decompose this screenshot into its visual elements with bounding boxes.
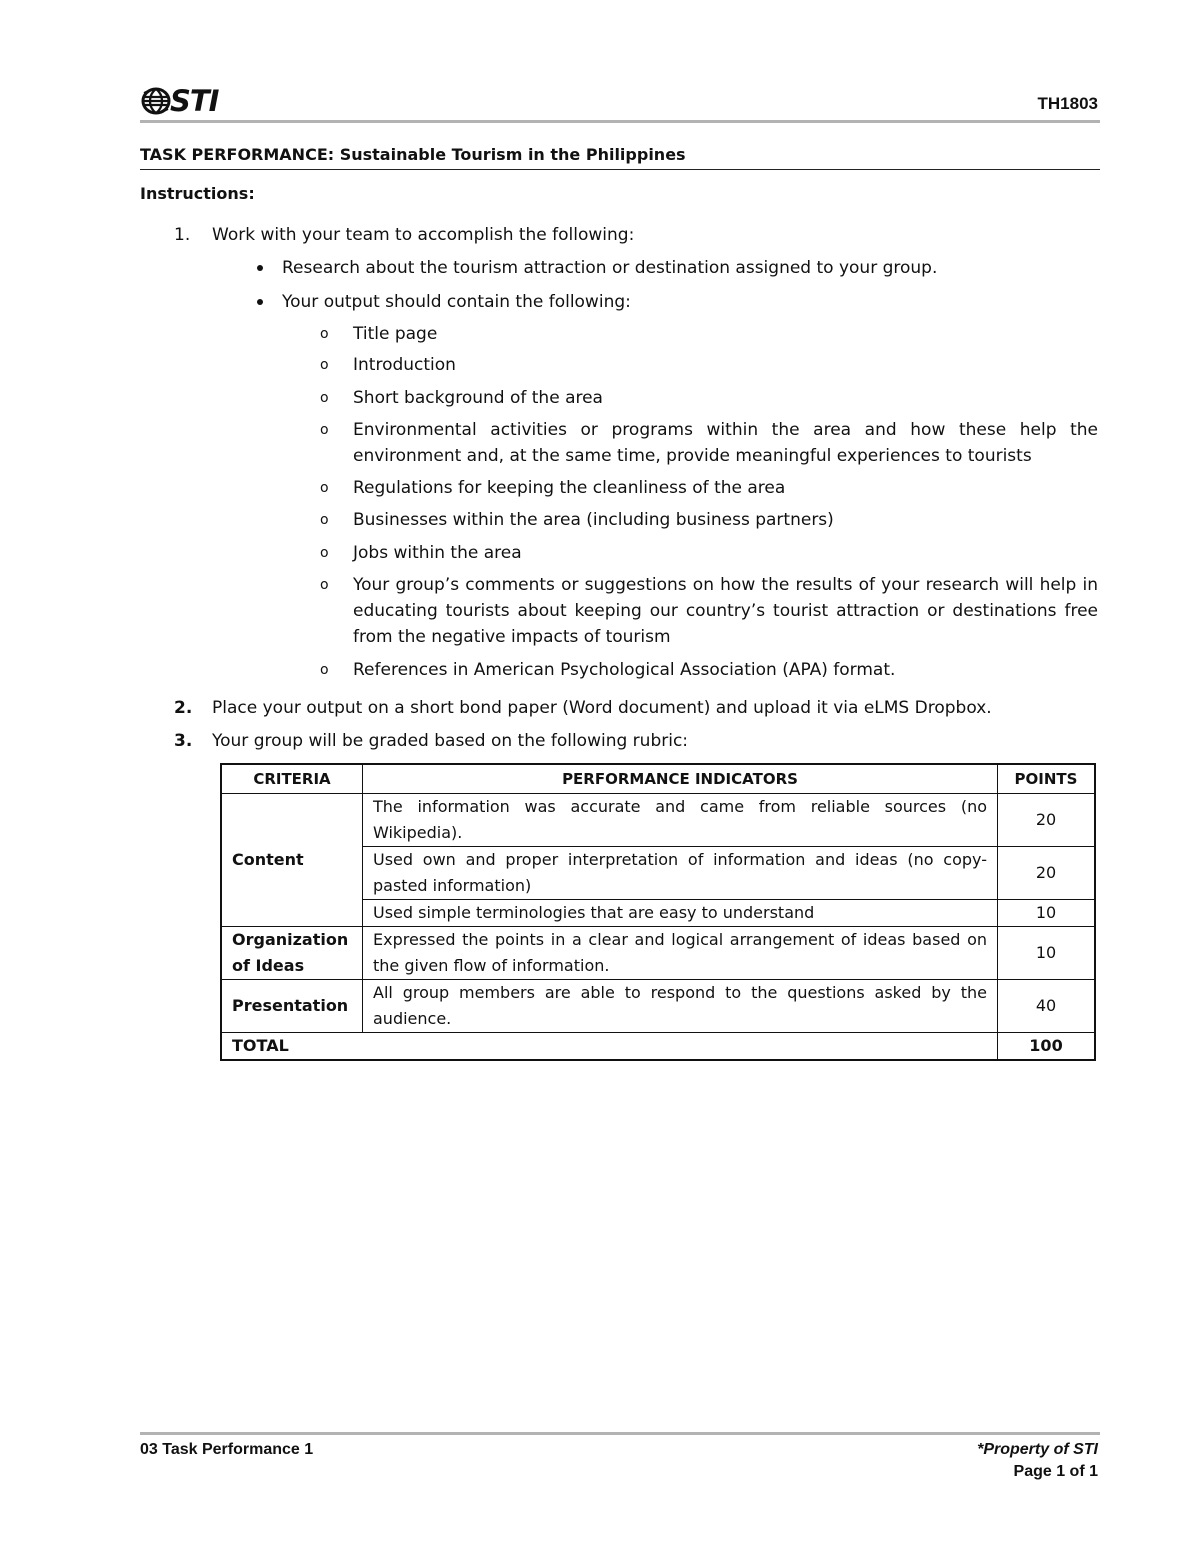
points-cell: 20 bbox=[998, 794, 1096, 847]
total-row bbox=[221, 1033, 1095, 1061]
table-header-row bbox=[221, 764, 1095, 794]
indicator-cell: Expressed the points in a clear and logical arrangement of ideas based on the given flow of information. bbox=[363, 927, 998, 980]
criteria-cell: Content bbox=[221, 794, 363, 927]
sub-bullet-icon: o bbox=[320, 390, 329, 406]
indicator-cell: The information was accurate and came from reliable sources (no Wikipedia). bbox=[363, 794, 998, 847]
step-number: 1. bbox=[174, 225, 191, 245]
table-row bbox=[221, 794, 1095, 847]
points-cell: 10 bbox=[998, 900, 1096, 927]
header-criteria: CRITERIA bbox=[221, 764, 363, 794]
sub-item-text: Your group’s comments or suggestions on how the results of your research will help in educating tourists about keeping our country’s tourist attraction or destinations free from the negative impacts of tourism bbox=[353, 575, 1098, 647]
criteria-cell: Organization of Ideas bbox=[221, 927, 363, 980]
bullet-icon bbox=[257, 265, 263, 271]
footer-property: *Property of STI bbox=[977, 1441, 1098, 1458]
total-points: 100 bbox=[998, 1033, 1096, 1061]
sub-bullet-icon: o bbox=[320, 326, 329, 342]
indicator-cell: Used simple terminologies that are easy to understand bbox=[363, 900, 998, 927]
bullet-text: Research about the tourism attraction or destination assigned to your group. bbox=[282, 258, 938, 278]
title-underline bbox=[140, 169, 1100, 170]
sub-item-text: Regulations for keeping the cleanliness of the area bbox=[353, 478, 786, 498]
table-row bbox=[221, 980, 1095, 1033]
footer-page-number: Page 1 of 1 bbox=[1013, 1463, 1098, 1480]
table-row bbox=[221, 927, 1095, 980]
logo-text: STI bbox=[170, 84, 219, 118]
step-text: Place your output on a short bond paper (Word document) and upload it via eLMS Dropbox. bbox=[212, 698, 992, 718]
sub-item-text: Short background of the area bbox=[353, 388, 603, 408]
bullet-text: Your output should contain the following: bbox=[282, 292, 631, 312]
step-text: Work with your team to accomplish the following: bbox=[212, 225, 635, 245]
document-code: TH1803 bbox=[1037, 94, 1098, 113]
indicator-cell: All group members are able to respond to the questions asked by the audience. bbox=[363, 980, 998, 1033]
step-number: 3. bbox=[174, 731, 193, 751]
instructions-label: Instructions: bbox=[140, 184, 255, 203]
sti-logo bbox=[140, 84, 218, 118]
sub-item-text: Jobs within the area bbox=[353, 543, 522, 563]
bullet-icon bbox=[257, 299, 263, 305]
sub-item-text: Introduction bbox=[353, 355, 456, 375]
header-points: POINTS bbox=[998, 764, 1096, 794]
globe-icon bbox=[140, 86, 172, 116]
footer-title: 03 Task Performance 1 bbox=[140, 1441, 314, 1458]
sub-bullet-icon: o bbox=[320, 512, 329, 528]
sub-bullet-icon: o bbox=[320, 545, 329, 561]
points-cell: 10 bbox=[998, 927, 1096, 980]
sub-bullet-icon: o bbox=[320, 480, 329, 496]
criteria-cell: Presentation bbox=[221, 980, 363, 1033]
sub-item-text: Businesses within the area (including business partners) bbox=[353, 510, 834, 530]
sub-bullet-icon: o bbox=[320, 662, 329, 678]
step-text: Your group will be graded based on the following rubric: bbox=[212, 731, 689, 751]
sub-item-text: Title page bbox=[353, 324, 438, 344]
sub-bullet-icon: o bbox=[320, 577, 329, 593]
sub-bullet-icon: o bbox=[320, 357, 329, 373]
header-divider bbox=[140, 120, 1100, 123]
rubric-table bbox=[220, 763, 1096, 1061]
sub-bullet-icon: o bbox=[320, 422, 329, 438]
sub-item-text: References in American Psychological Association (APA) format. bbox=[353, 660, 896, 680]
indicator-cell: Used own and proper interpretation of information and ideas (no copy-pasted information) bbox=[363, 847, 998, 900]
header-performance-indicators: PERFORMANCE INDICATORS bbox=[363, 764, 998, 794]
page-title: TASK PERFORMANCE: Sustainable Tourism in the Philippines bbox=[140, 145, 686, 164]
sub-item-text: Environmental activities or programs within the area and how these help the environment and, at the same time, provide meaningful experiences to tourists bbox=[353, 420, 1098, 466]
footer-divider bbox=[140, 1432, 1100, 1435]
step-number: 2. bbox=[174, 698, 193, 718]
points-cell: 20 bbox=[998, 847, 1096, 900]
points-cell: 40 bbox=[998, 980, 1096, 1033]
total-label: TOTAL bbox=[221, 1033, 998, 1061]
